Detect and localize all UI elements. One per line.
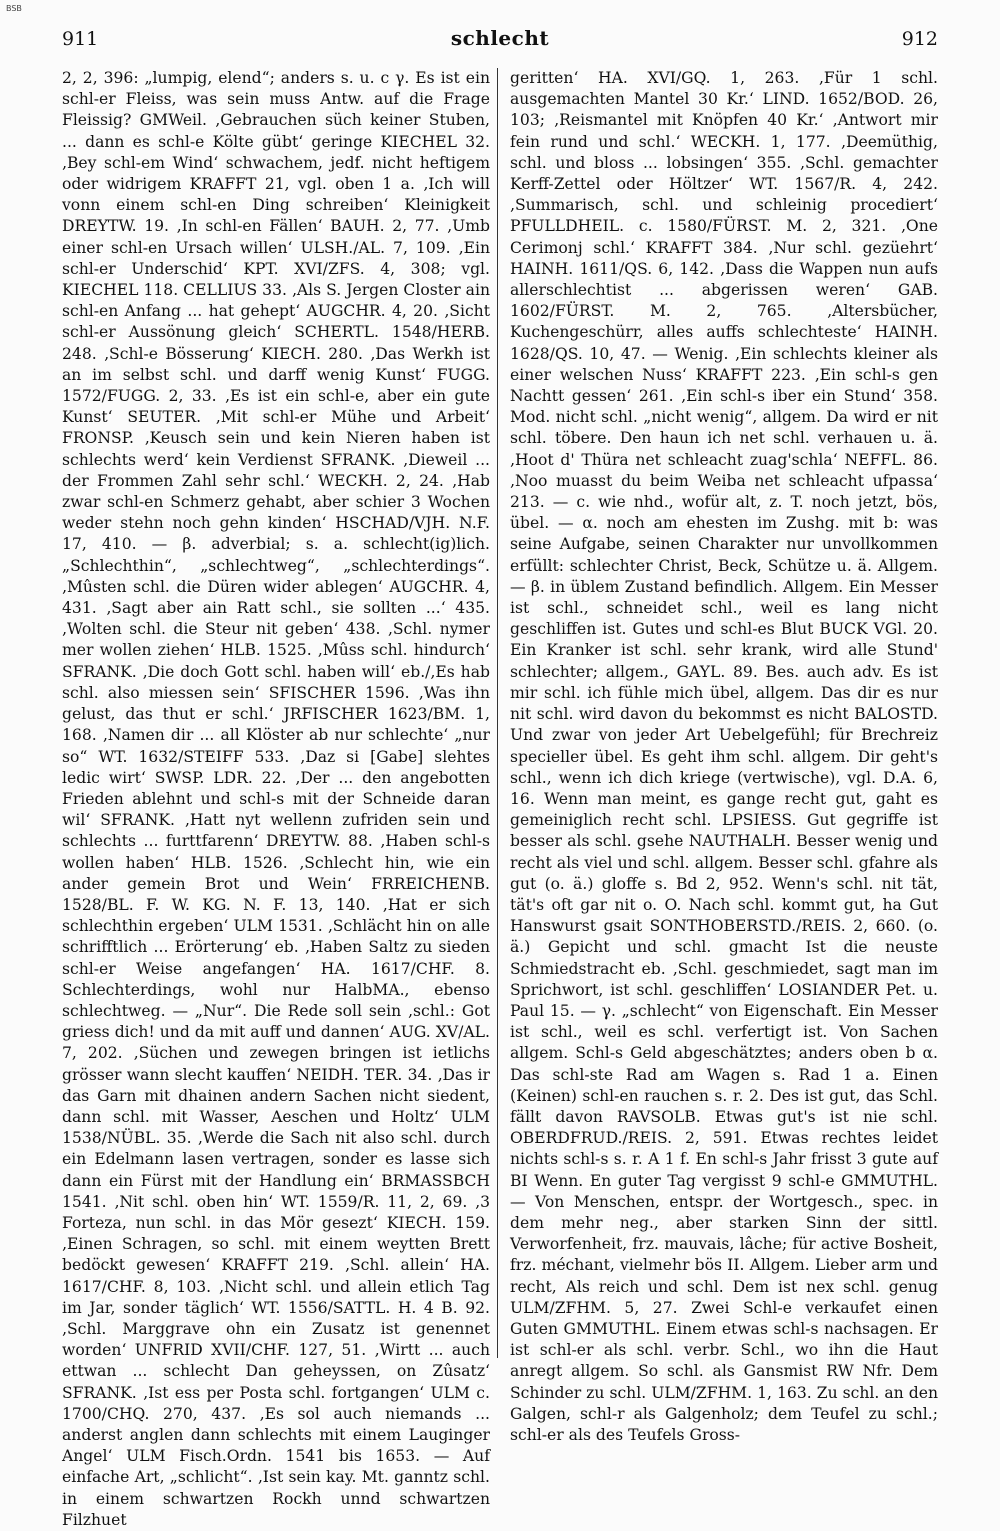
page-number-left: 911 [62,28,99,50]
column-divider [497,68,498,1358]
left-column [62,68,490,1531]
right-column [510,68,938,1446]
running-head: schlecht [450,26,550,50]
library-tag: BSB [6,4,22,13]
right-column-text: geritten‘ HA. XVI/GQ. 1, 263. ‚Für 1 schl. ausgemachten Mantel 30 Kr.‘ LIND. 1652/BOD. 26, 103; ‚Reismantel mit Knöpfen 40 Kr.‘ ‚Antwort mir fein rund und schl.‘ WECKH. 1, 177. ‚Deemüthig, schl. und bloss ... lobsingen‘ 355. ‚Schl. gemachter Kerff-Zettel oder Höltzer‘ WT. 1567/R. 4, 242. ‚Summarisch, schl. und schleinig procediert‘ PFULLDHEIL. c. 1580/FÜRST. M. 2, 321. ‚One Cerimonj schl.‘ KRAFFT 384. ‚Nur schl. gezüehrt‘ HAINH. 1611/QS. 6, 142. ‚Dass die Wappen nun aufs allerschlechtist ... abgerissen weren‘ GAB. 1602/FÜRST. M. 2, 765. ‚Altersbücher, Kuchengeschürr, alles auffs schlechteste‘ HAINH. 1628/QS. 10, 47. — Wenig. ‚Ein schlechts kleiner als einer welschen Nuss‘ KRAFFT 223. ‚Ein schl-s gen Nachtt gessen‘ 261. ‚Ein schl-s iber ein Stund‘ 358. Mod. nicht schl. „nicht wenig“, allgem. Da wird er nit schl. töbere. Den haun ich net schl. verhauen u. ä. ‚Hoot d' Thüra net schleacht zuag'schla‘ NEFFL. 86. ‚Noo muasst du beim Weiba net schleacht ufpassa‘ 213. — c. wie nhd., wofür alt, z. T. noch jetzt, bös, übel. — α. noch am ehesten im Zushg. mit b: was seine Aufgabe, seinen Charakter nur unvollkommen erfüllt: schlechter Christ, Beck, Schütze u. ä. Allgem. — β. in üblem Zustand befindlich. Allgem. Ein Messer ist schl., schneidet schl., weil es lang nicht geschliffen ist. Gutes und schl-es Blut BUCK VGl. 20. Ein Kranker ist schl. sehr krank, wird alle Stund' schlechter; allgem., GAYL. 89. Bes. auch adv. Es ist mir schl. ich fühle mich übel, allgem. Das dir es nur nit schl. wird davon du bekommst es nicht BALOSTD. Und zwar von jeder Art Uebelgefühl; für Brechreiz specieller übel. Es geht ihm schl. allgem. Dir geht's schl., wenn ich dich kriege (vertwische), vgl. D.A. 6, 16. Wenn man meint, es gange recht gut, gaht es gemeiniglich recht schl. LPSIESS. Gut gegriffe ist besser als schl. gsehe NAUTHALH. Besser wenig und recht als viel und schl. allgem. Besser schl. gfahre als gut (o. ä.) gloffe s. Bd 2, 952. Wenn's schl. nit tät, tät's oft gar nit o. O. Nach schl. kommt gut, ha Gut Hanswurst gsait SONTHOBERSTD./REIS. 2, 660. (o. ä.) Gepicht und schl. gmacht Ist die neuste Schmiedstracht eb. ‚Schl. geschmiedet, sagt man im Sprichwort, ist schl. geschliffen‘ LOSIANDER Pet. u. Paul 15. — γ. „schlecht“ von Eigenschaft. Ein Messer ist schl., weil es schl. verfertigt ist. Von Sachen allgem. Schl-s Geld abgeschätztes; anders oben b α. Das schl-ste Rad am Wagen s. Rad 1 a. Einen (Keinen) schl-en rauchen s. r. 2. Des ist gut, das Schl. fällt davon RAVSOLB. Etwas gut's ist nie schl. OBERDFRUD./REIS. 2, 591. Etwas rechtes leidet nichts schl-s s. r. A 1 f. En schl-s Jahr frisst 3 gute auf BI Wenn. En guter Tag vergisst 9 schl-e GMMUTHL. — Von Menschen, entspr. der Wortgesch., spec. in dem mehr neg., aber starken Sinn der sittl. Verworfenheit, frz. mauvais, lâche; für active Bosheit, frz. méchant, vielmehr bös II. Allgem. Lieber arm und recht, Als reich und schl. Dem ist nex schl. genug ULM/ZFHM. 5, 27. Zwei Schl-e verkaufet einen Guten GMMUTHL. Einem etwas schl-s nachsagen. Er ist schl-er als schl. verbr. Schl., wo ihn die Haut anregt allgem. So schl. als Gansmist RW Nfr. Dem Schinder zu schl. ULM/ZFHM. 1, 163. Zu schl. an den Galgen, schl-r als Galgenholz; dem Teufel zu schl.; schl-er als des Teufels Gross- [510,69,938,1444]
page-number-right: 912 [901,28,938,50]
left-column-text: 2, 2, 396: „lumpig, elend“; anders s. u. c γ. Es ist ein schl-er Fleiss, was sein muss Antw. auf die Frage Fleissig? GMWeil. ‚Gebrauchen süch keiner Stuben, ... dann es schl-e Költe gübt‘ geringe KIECHEL 32. ‚Bey schl-em Wind‘ schwachem, jedf. nicht heftigem oder widrigem KRAFFT 21, vgl. oben 1 a. ‚Ich will vonn einem schl-en Ding schreiben‘ Kleinigkeit DREYTW. 19. ‚In schl-en Fällen‘ BAUH. 2, 77. ‚Umb einer schl-en Ursach willen‘ ULSH./AL. 7, 109. ‚Ein schl-er Underschid‘ KPT. XVI/ZFS. 4, 308; vgl. KIECHEL 118. CELLIUS 33. ‚Als S. Jergen Closter ain schl-en Anfang ... hat gehept‘ AUGCHR. 4, 20. ‚Sicht schl-er Aussönung gleich‘ SCHERTL. 1548/HERB. 248. ‚Schl-e Bösserung‘ KIECH. 280. ‚Das Werkh ist an im selbst schl. und darff wenig Kunst‘ FUGG. 1572/FUGG. 2, 33. ‚Es ist ein schl-e, aber ein gute Kunst‘ SEUTER. ‚Mit schl-er Mühe und Arbeit‘ FRONSP. ‚Keusch sein und kein Nieren haben ist schlechts werd‘ kein Verdienst SFRANK. ‚Dieweil ... der Frommen Zahl sehr schl.‘ WECKH. 2, 24. ‚Hab zwar schl-en Schmerz gehabt, aber schier 3 Wochen weder stehn noch gehn kinden‘ HSCHAD/VJH. N.F. 17, 410. — β. adverbial; s. a. schlecht(ig)lich. „Schlechthin“, „schlechtweg“, „schlechterdings“. ‚Mûsten schl. die Düren wider ablegen‘ AUGCHR. 4, 431. ‚Sagt aber ain Ratt schl., sie sollten ...‘ 435. ‚Wolten schl. die Steur nit geben‘ 438. ‚Schl. nymer mer wollen ziehen‘ HLB. 1525. ‚Mûss schl. hindurch‘ SFRANK. ‚Die doch Gott schl. haben will‘ eb./‚Es hab schl. also miessen sein‘ SFISCHER 1596. ‚Was ihn gelust, das thut er schl.‘ JRFISCHER 1623/BM. 1, 168. ‚Namen dir ... all Klöster ab nur schlechte‘ „nur so“ WT. 1632/STEIFF 533. ‚Daz si [Gabe] slehtes ledic wirt‘ SWSP. LDR. 22. ‚Der ... den angebotten Frieden ablehnt und schl-s mit der Schneide daran wil‘ SFRANK. ‚Hatt nyt wellenn zufriden sein und schlechts ... furttfarenn‘ DREYTW. 88. ‚Haben schl-s wollen haben‘ HLB. 1526. ‚Schlecht hin, wie ein ander gemein Brot und Wein‘ FRREICHENB. 1528/BL. F. W. KG. N. F. 13, 140. ‚Hat er sich schlechthin ergeben‘ ULM 1531. ‚Schlächt hin on alle schrifftlich ... Erörterung‘ eb. ‚Haben Saltz zu sieden schl-er Weise angefangen‘ HA. 1617/CHF. 8. Schlechterdings, wohl nur HalbMA., ebenso schlechtweg. — „Nur“. Die Rede soll sein ‚schl.: Got griess dich! und da mit auff und dannen‘ AUG. XV/AL. 7, 202. ‚Süchen und zewegen bringen ist ietlichs grösser wann slecht kauffen‘ NEIDH. TER. 34. ‚Das ir das Garn mit dhainen andern Sachen nicht siedent, dann schl. mit Wasser, Aeschen und Holtz‘ ULM 1538/NÜBL. 35. ‚Werde die Sach nit also schl. durch ein Edelmann lasen vertragen, sonder es lasse sich dann ein Fürst mit der Handlung ein‘ BRMASSBCH 1541. ‚Nit schl. oben hin‘ WT. 1559/R. 11, 2, 69. ‚3 Forteza, nun schl. in das Mör gesezt‘ KIECH. 159. ‚Einen Schragen, so schl. mit einem weytten Brett bedöckt gewesen‘ KRAFFT 219. ‚Schl. allein‘ HA. 1617/CHF. 8, 103. ‚Nicht schl. und allein etlich Tag im Jar, sonder täglich‘ WT. 1556/SATTL. H. 4 B. 92. ‚Schl. Marggrave ohn ein Zusatz ist genennet worden‘ UNFRID XVII/CHF. 127, 51. ‚Wirtt ... auch ettwan ... schlecht Dan geheyssen, on Zûsatz‘ SFRANK. ‚Ist ess per Posta schl. fortgangen‘ ULM c. 1700/CHQ. 270, 437. ‚Es sol auch niemands ... anderst anglen dann schlechts mit einem Lauginger Angel‘ ULM Fisch.Ordn. 1541 bis 1653. — Auf einfache Art, „schlicht“. ‚Ist sein kay. Mt. ganntz schl. in einem schwartzen Rockh unnd schwartzen Filzhuet [62,69,490,1529]
